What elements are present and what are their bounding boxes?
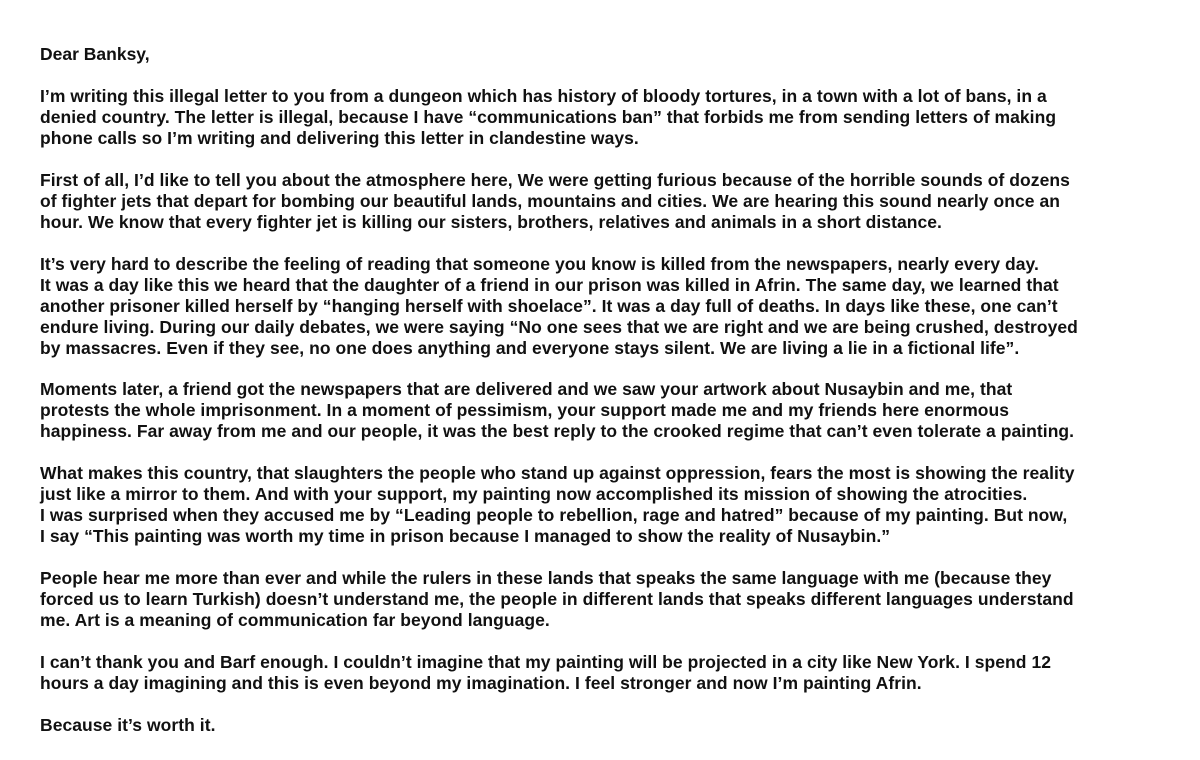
paragraph-line: I can’t thank you and Barf enough. I couldn’t imagine that my painting will be projected in a city like New York. I spend 12 (40, 652, 1052, 672)
paragraph-line: It was a day like this we heard that the daughter of a friend in our prison was killed in Afrin. The same day, we learned that (40, 275, 1059, 295)
paragraph-line: hours a day imagining and this is even beyond my imagination. I feel stronger and now I’m painting Afrin. (40, 673, 922, 693)
paragraph-newspapers (40, 254, 1078, 359)
paragraph-language (40, 568, 1074, 631)
paragraph-line: hour. We know that every fighter jet is killing our sisters, brothers, relatives and animals in a short distance. (40, 212, 942, 232)
paragraph-line: Because it’s worth it. (40, 715, 216, 735)
paragraph-line: endure living. During our daily debates, we were saying “No one sees that we are right and we are being crushed, destroyed (40, 317, 1078, 337)
paragraph-line: forced us to learn Turkish) doesn’t understand me, the people in different lands that speaks different languages understand (40, 589, 1074, 609)
paragraph-line: It’s very hard to describe the feeling of reading that someone you know is killed from the newspapers, nearly every day. (40, 254, 1039, 274)
paragraph-line: phone calls so I’m writing and delivering this letter in clandestine ways. (40, 128, 639, 148)
paragraph-line: by massacres. Even if they see, no one does anything and everyone stays silent. We are living a lie in a fictional life”. (40, 338, 1020, 358)
paragraph-closing (40, 715, 216, 736)
paragraph-line: People hear me more than ever and while the rulers in these lands that speaks the same language with me (because they (40, 568, 1052, 588)
paragraph-illegal-letter (40, 86, 1056, 149)
paragraph-line: denied country. The letter is illegal, because I have “communications ban” that forbids me from sending letters of making (40, 107, 1057, 127)
paragraph-atmosphere (40, 170, 1070, 233)
paragraph-line: I’m writing this illegal letter to you from a dungeon which has history of bloody tortures, in a town with a lot of bans, in a (40, 86, 1047, 106)
paragraph-line: First of all, I’d like to tell you about the atmosphere here, We were getting furious because of the horrible sounds of dozens (40, 170, 1070, 190)
paragraph-artwork (40, 379, 1074, 442)
paragraph-thanks (40, 652, 1051, 694)
paragraph-line: I was surprised when they accused me by “Leading people to rebellion, rage and hatred” because of my painting. But now, (40, 505, 1068, 525)
paragraph-line: What makes this country, that slaughters the people who stand up against oppression, fears the most is showing the reality (40, 463, 1075, 483)
paragraph-line: another prisoner killed herself by “hanging herself with shoelace”. It was a day full of deaths. In days like these, one can’t (40, 296, 1058, 316)
paragraph-line: Moments later, a friend got the newspapers that are delivered and we saw your artwork about Nusaybin and me, that (40, 379, 1013, 399)
paragraph-reality (40, 463, 1075, 547)
letter-greeting: Dear Banksy, (40, 44, 150, 64)
paragraph-line: happiness. Far away from me and our people, it was the best reply to the crooked regime that can’t even tolerate a painting. (40, 421, 1075, 441)
paragraph-line: I say “This painting was worth my time in prison because I managed to show the reality of Nusaybin.” (40, 526, 891, 546)
paragraph-line: protests the whole imprisonment. In a moment of pessimism, your support made me and my friends here enormous (40, 400, 1010, 420)
paragraph-line: me. Art is a meaning of communication far beyond language. (40, 610, 550, 630)
paragraph-line: of fighter jets that depart for bombing our beautiful lands, mountains and cities. We are hearing this sound nearly once an (40, 191, 1060, 211)
paragraph-line: just like a mirror to them. And with your support, my painting now accomplished its mission of showing the atrocities. (40, 484, 1028, 504)
